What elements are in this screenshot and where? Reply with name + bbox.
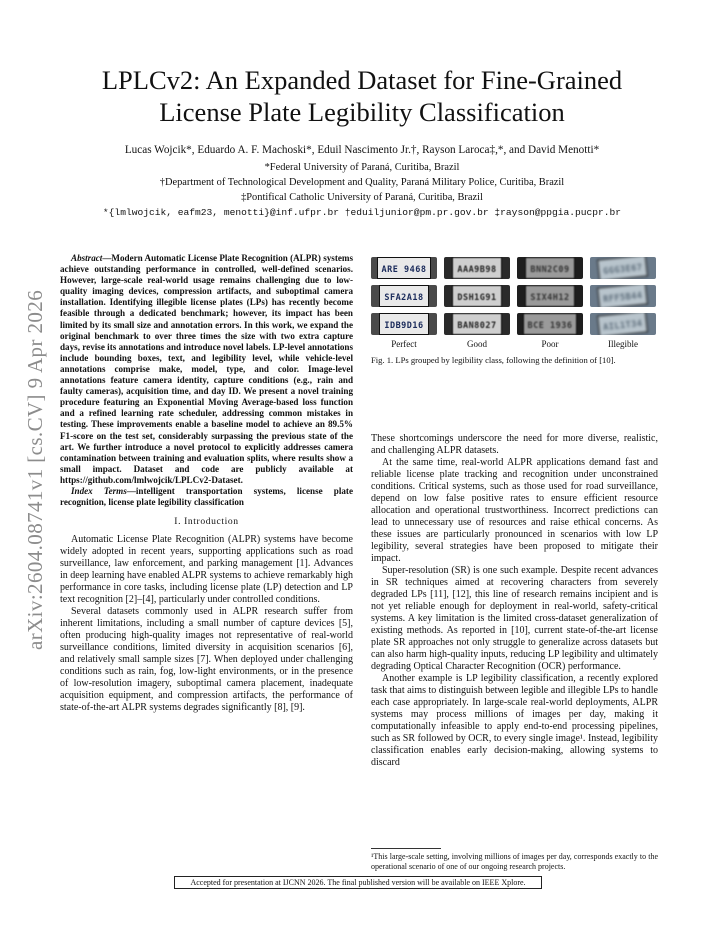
plate-text: BAN8027 <box>457 321 497 331</box>
intro-paragraph-2: Several datasets commonly used in ALPR research suffer from inherent limitations, including a small number of capture devices [5], often producing high-quality images not representative of real-world surveillance conditions, limited diversity in acquisition scenarios [6], and relatively small sample sizes [7]. When deployed under challenging conditions such as rain, fog, low-light environments, or in the presence of low-resolution imagery, suboptimal camera placement, inadequate acquisition equipment, and compression artifacts, the performance of state-of-the-art ALPR systems degrades significantly [8], [9]. <box>60 606 353 714</box>
title-line-1: LPLCv2: An Expanded Dataset for Fine-Grained <box>101 65 623 95</box>
figure-column-labels <box>371 339 658 349</box>
license-plate-image <box>371 257 437 279</box>
affiliation-1: *Federal University of Paraná, Curitiba, Brazil <box>264 162 460 173</box>
license-plate-image <box>444 285 510 307</box>
plate-text: ARE 9468 <box>381 265 427 275</box>
right-paragraph-1: These shortcomings underscore the need for more diverse, realistic, and challenging ALPR datasets. <box>371 433 658 456</box>
plate-text: BNN2C09 <box>530 265 570 275</box>
index-terms-label: Index Terms <box>71 485 127 496</box>
section-heading: I. Introduction <box>174 516 239 528</box>
plate-text: AIL1T34 <box>603 318 644 334</box>
plate-text: IDB9D16 <box>384 321 424 331</box>
arxiv-identifier: arXiv:2604.08741v1 [cs.CV] 9 Apr 2026 <box>23 289 47 650</box>
affiliation-3: ‡Pontifical Catholic University of Paraná, Curitiba, Brazil <box>241 192 483 203</box>
license-plate-image <box>517 285 583 307</box>
label-illegible: Illegible <box>608 339 638 349</box>
figure-caption: Fig. 1. LPs grouped by legibility class, following the definition of [10]. <box>371 355 616 365</box>
license-plate-image <box>371 313 437 335</box>
license-plate-image <box>444 313 510 335</box>
plate-text: SIX4H12 <box>530 293 570 303</box>
license-plate-image <box>444 257 510 279</box>
label-poor: Poor <box>541 339 559 349</box>
footnote: ¹This large-scale setting, involving millions of images per day, corresponds exactly to the operational scenario of one of our ongoing research projects. <box>371 852 658 871</box>
right-paragraph-2: At the same time, real-world ALPR applications demand fast and reliable license plate tracking and recognition under unconstrained conditions. Critical systems, such as those used for road surveillance, depend on low false positive rates to ensure efficient resource allocation and operational trustworthiness. Incorrect predictions can lead to unnecessary use of resources and raise ethical concerns. As these issues are particularly pronounced in scenarios with low LP legibility, several strategies have been proposed to mitigate their impact. <box>371 457 658 564</box>
affiliation-2: †Department of Technological Development and Quality, Paraná Military Police, Curitiba, Brazil <box>159 177 565 188</box>
label-perfect: Perfect <box>391 339 417 349</box>
author-emails: *{lmlwojcik, eafm23, menotti}@inf.ufpr.br †eduiljunior@pm.pr.gov.br ‡rayson@ppgia.pucpr.br <box>102 207 622 218</box>
right-paragraph-4: Another example is LP legibility classification, a recently explored task that aims to distinguish between legible and illegible LPs to handle each case appropriately. In large-scale real-world deployments, ALPR systems may process millions of images per day, making it computationally infeasible to apply end-to-end processing pipelines, such as SR followed by OCR, to every single image¹. Instead, legibility classification enables early decision-making, allowing systems to discard <box>371 673 658 768</box>
right-paragraph-3: Super-resolution (SR) is one such example. Despite recent advances in SR techniques aimed at recovering characters from severely degraded LPs [11], [12], this line of research remains incipient and is not yet reliable enough for deployment in real-world, safety-critical systems. A key limitation is the limited cross-dataset generalization of existing methods. As reported in [10], current state-of-the-art license plate SR approaches not only struggle to generalize across datasets but can also harm high-quality inputs, reducing LP legibility and ultimately degrading Optical Character Recognition (OCR) performance. <box>371 565 658 672</box>
plate-text: SFA2A18 <box>384 293 424 303</box>
intro-paragraph-1: Automatic License Plate Recognition (ALPR) systems have become widely adopted in recent years, supporting applications such as road surveillance, law enforcement, and parking management [1]. Advances in deep learning have enabled ALPR systems to achieve remarkably high performance in core tasks, including license plate (LP) detection and LP text recognition [2]–[4], particularly under controlled conditions. <box>60 534 353 606</box>
left-column <box>60 253 353 714</box>
right-column <box>371 433 658 769</box>
footnote-rule <box>371 848 441 849</box>
title-line-2: License Plate Legibility Classification <box>159 97 565 127</box>
license-plate-image <box>517 257 583 279</box>
label-good: Good <box>467 339 487 349</box>
plate-text: AAA9B98 <box>457 265 497 275</box>
license-plate-image <box>517 313 583 335</box>
plate-text: DSH1G91 <box>457 293 497 303</box>
plate-text: BCE 1936 <box>527 321 573 331</box>
license-plate-image <box>590 257 656 279</box>
license-plate-grid <box>371 257 658 335</box>
acceptance-notice: Accepted for presentation at IJCNN 2026. The final published version will be available on IEEE Xplore. <box>174 876 542 889</box>
plate-text: RFF5B44 <box>603 290 644 306</box>
abstract-label: Abstract <box>71 253 103 263</box>
paper-title <box>60 64 664 128</box>
license-plate-image <box>371 285 437 307</box>
index-terms-text: —intelligent transportation systems, license plate recognition, license plate legibility classification <box>60 485 353 508</box>
abstract <box>60 253 353 508</box>
author-list: Lucas Wojcik*, Eduardo A. F. Machoski*, Eduil Nascimento Jr.†, Rayson Laroca‡,*, and David Menotti* <box>124 144 600 156</box>
license-plate-image <box>590 313 656 335</box>
license-plate-image <box>590 285 656 307</box>
abstract-text: —Modern Automatic License Plate Recognition (ALPR) systems achieve outstanding performance in controlled, well-defined scenarios. However, large-scale real-world usage remains challenging due to low-quality imaging devices, compression artifacts, and suboptimal camera installation. Identifying illegible license plates (LPs) has recently become feasible through a dedicated benchmark; however, its impact has been limited by its small size and annotation errors. In this work, we expand the original benchmark to over three times the size with two extra capture days, revise its annotations and introduce novel labels. LP-level annotations include bounding boxes, text, and legibility level, while vehicle-level annotations comprise make, model, type, and color. Image-level annotations feature camera identity, capture conditions (e.g., rain and faulty cameras), acquisition time, and day ID. We present a novel training procedure featuring an Exponential Moving Average-based loss function and a refined learning rate scheduler, addressing common mistakes in testing. These improvements enable a baseline model to achieve an 89.5% F1-score on the test set, considerably surpassing the previous state of the art. We further introduce a novel protocol to explicitly addresses camera contamination between training and evaluation splits, where results show a small impact. Dataset and code are publicly available at https://github.com/lmlwojcik/LPLCv2-Dataset. <box>60 253 353 485</box>
figure-1 <box>371 257 658 365</box>
plate-text: GGG3E67 <box>603 262 644 278</box>
